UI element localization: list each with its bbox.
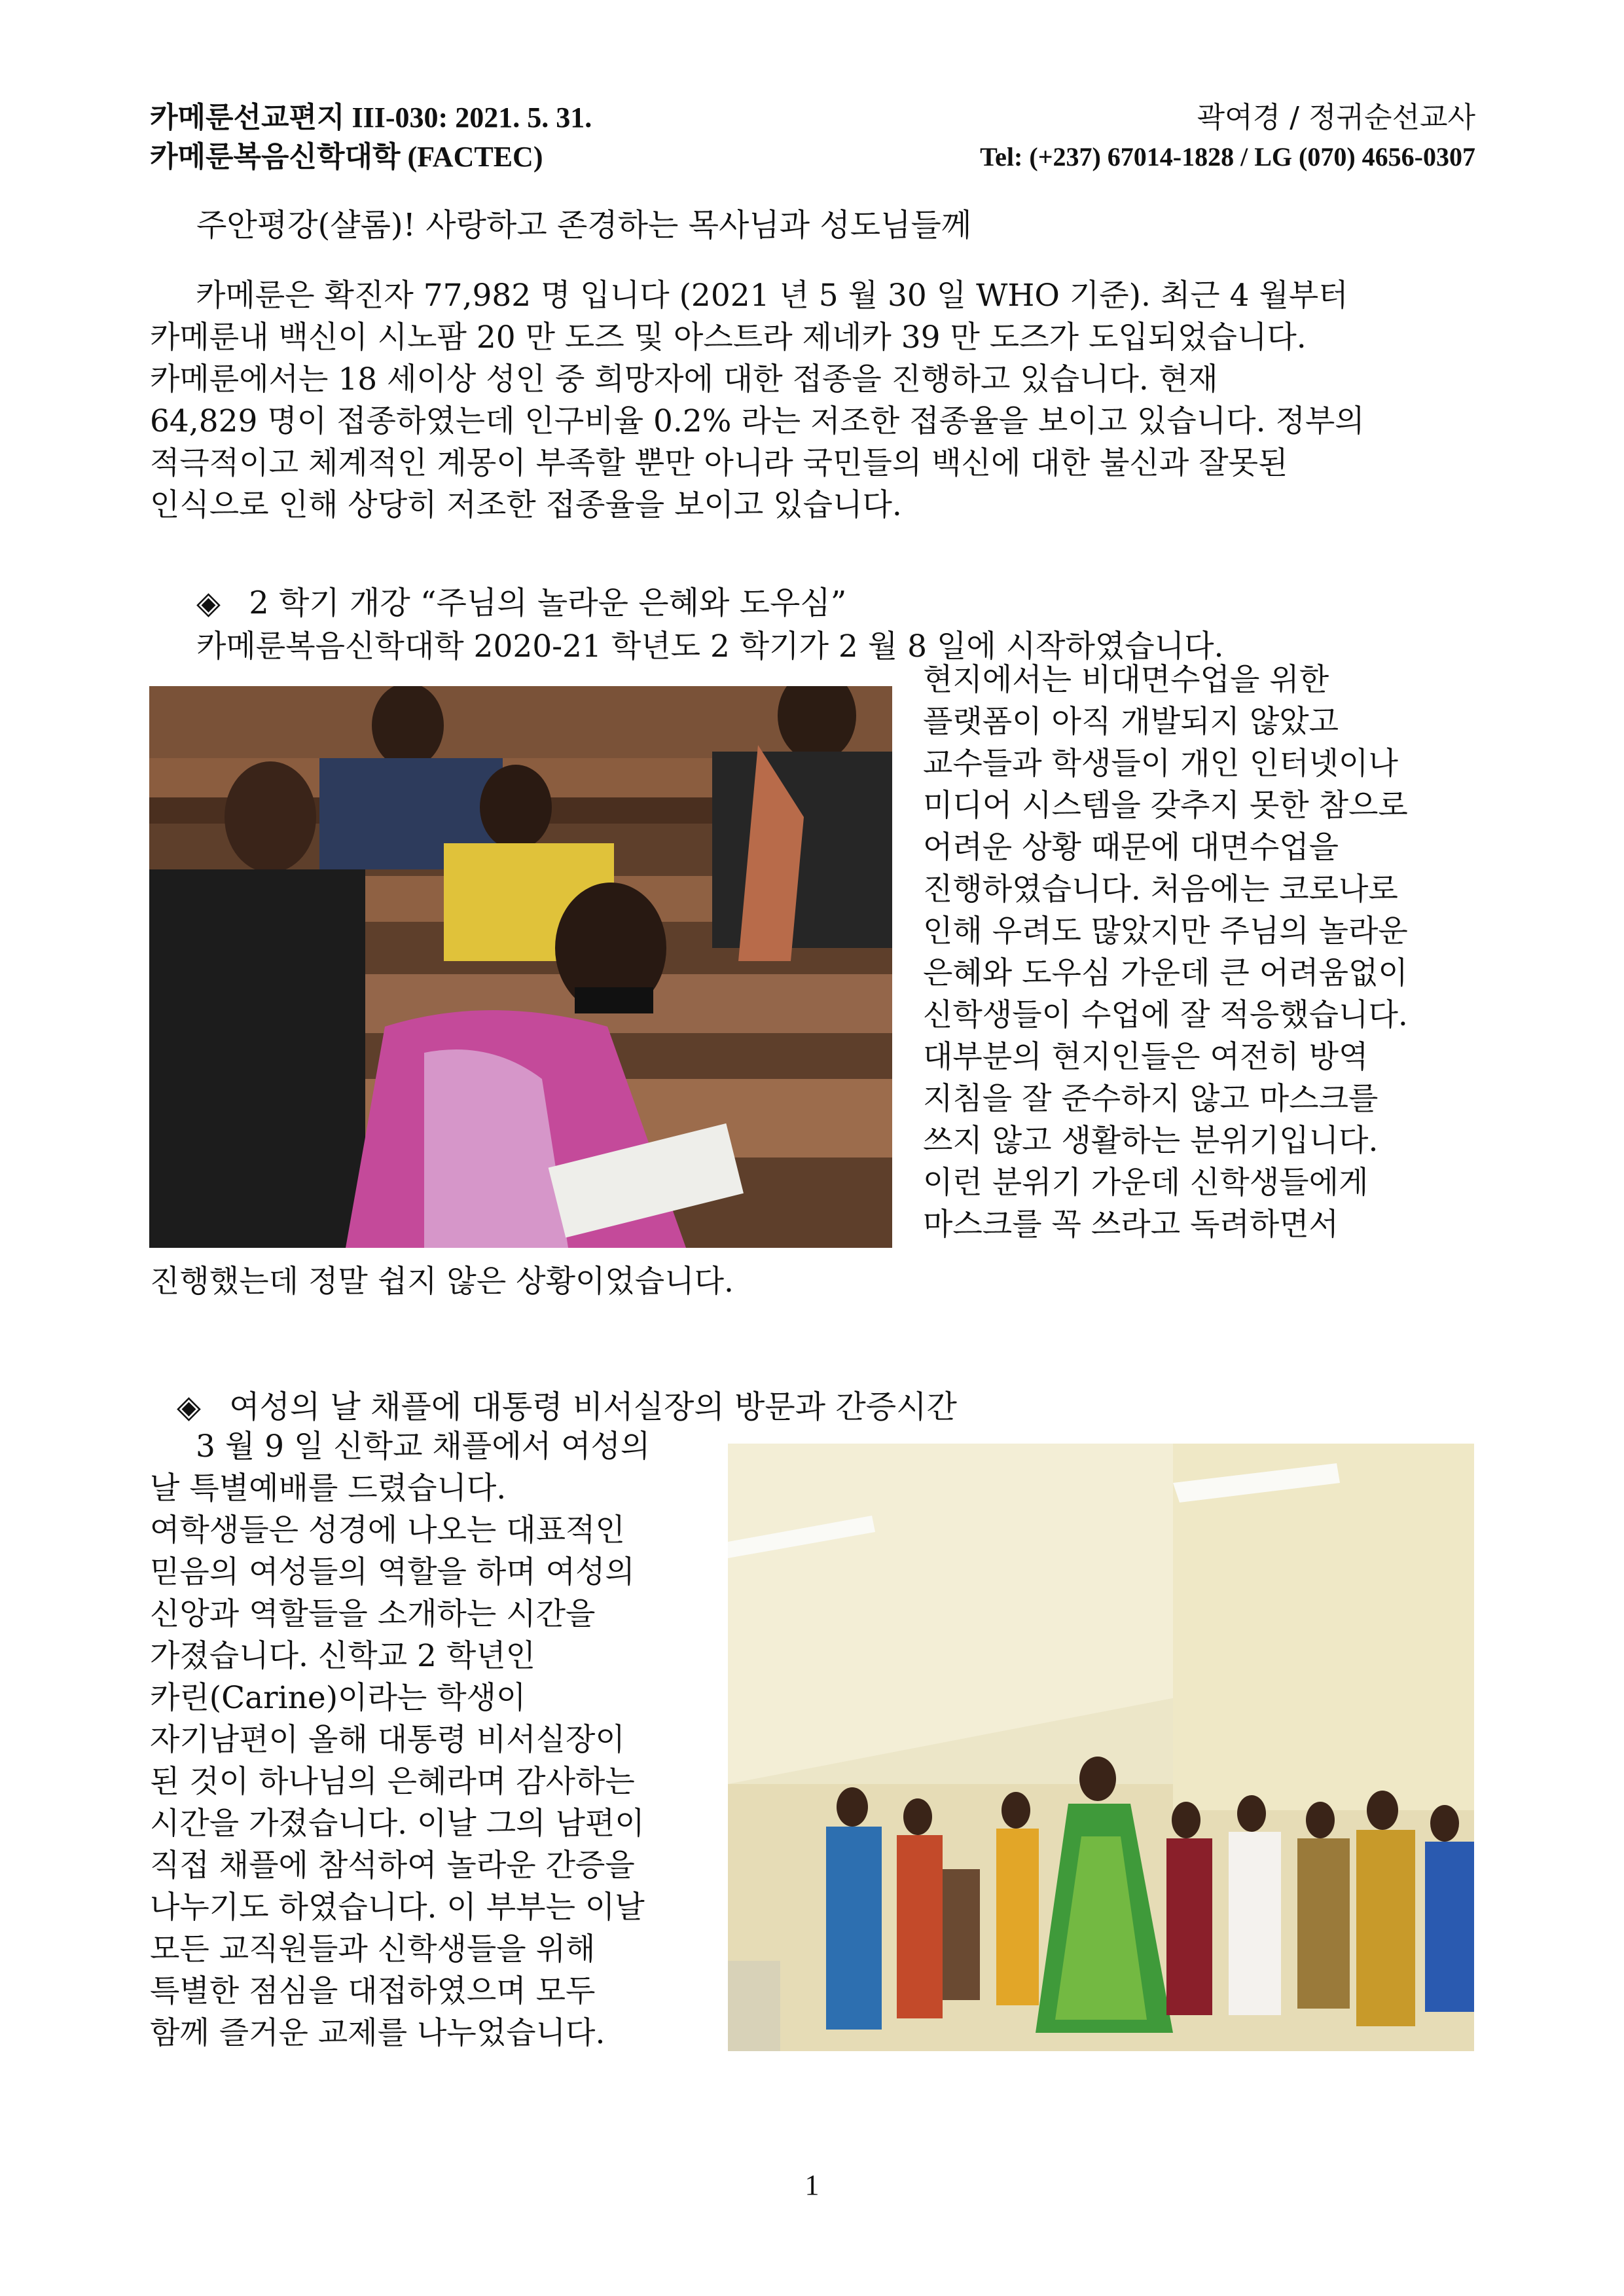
classroom-photo (149, 686, 892, 1248)
intro-line: 64,829 명이 접종하였는데 인구비율 0.2% 라는 저조한 접종율을 보이고 있습니다. 정부의 (150, 403, 1365, 439)
womens-day-line: 직접 채플에 참석하여 놀라운 간증을 (150, 1848, 635, 1884)
intro-line: 카메룬은 확진자 77,982 명 입니다 (2021 년 5 월 30 일 WHO 기준). 최근 4 월부터 (196, 278, 1348, 314)
side-line: 진행하였습니다. 처음에는 코로나로 (923, 871, 1398, 907)
section-title: 여성의 날 채플에 대통령 비서실장의 방문과 간증시간 (229, 1389, 957, 1425)
womens-day-line: 믿음의 여성들의 역할을 하며 여성의 (150, 1554, 635, 1590)
diamond-bullet-icon: ◈ (177, 1389, 201, 1425)
womens-day-line: 자기남편이 올해 대통령 비서실장이 (150, 1722, 625, 1758)
section-heading-womens-day (177, 1381, 957, 1427)
womens-day-line: 함께 즐거운 교제를 나누었습니다. (150, 2015, 605, 2051)
side-line: 신학생들이 수업에 잘 적응했습니다. (923, 997, 1408, 1033)
intro-line: 인식으로 인해 상당히 저조한 접종율을 보이고 있습니다. (150, 487, 902, 523)
side-line: 마스크를 꼭 쓰라고 독려하면서 (923, 1207, 1339, 1243)
side-line: 현지에서는 비대면수업을 위한 (923, 662, 1329, 698)
womens-day-line: 여학생들은 성경에 나오는 대표적인 (150, 1512, 625, 1548)
college-name-line: 카메룬복음신학대학 (FACTEC) (150, 141, 543, 173)
side-line: 대부분의 현지인들은 여전히 방역 (923, 1039, 1369, 1075)
side-line: 이런 분위기 가운데 신학생들에게 (923, 1165, 1369, 1201)
womens-day-line: 나누기도 하였습니다. 이 부부는 이날 (150, 1889, 645, 1925)
womens-day-line: 3 월 9 일 신학교 채플에서 여성의 (196, 1429, 651, 1465)
womens-day-paragraph (150, 1426, 713, 2054)
letter-issue-line: 카메룬선교편지 III-030: 2021. 5. 31. (150, 101, 592, 134)
side-line: 어려운 상황 때문에 대면수업을 (923, 829, 1339, 866)
greeting: 주안평강(샬롬)! 사랑하고 존경하는 목사님과 성도님들께 (196, 207, 972, 244)
contact-phone: Tel: (+237) 67014-1828 / LG (070) 4656-0307 (980, 142, 1475, 172)
intro-paragraph (150, 275, 1479, 537)
side-line: 미디어 시스템을 갖추지 못한 참으로 (923, 788, 1408, 824)
side-line: 은혜와 도우심 가운데 큰 어려움없이 (923, 955, 1408, 991)
womens-day-line: 날 특별예배를 드렸습니다. (150, 1470, 507, 1506)
chapel-photo-illustration (728, 1444, 1474, 2051)
womens-day-line: 가졌습니다. 신학교 2 학년인 (150, 1638, 536, 1674)
missionary-names: 곽여경 / 정귀순선교사 (1197, 101, 1475, 134)
diamond-bullet-icon: ◈ (196, 585, 221, 621)
intro-line: 카메룬내 백신이 시노팜 20 만 도즈 및 아스트라 제네카 39 만 도즈가 도입되었습니다. (150, 319, 1307, 355)
section-heading-semester (196, 577, 846, 623)
intro-line: 적극적이고 체계적인 계몽이 부족할 뿐만 아니라 국민들의 백신에 대한 불신과 잘못된 (150, 445, 1288, 481)
womens-day-line: 카린(Carine)이라는 학생이 (150, 1680, 526, 1716)
womens-day-line: 특별한 점심을 대접하였으며 모두 (150, 1973, 596, 2009)
side-line: 지침을 잘 준수하지 않고 마스크를 (923, 1081, 1379, 1117)
section-last-line: 진행했는데 정말 쉽지 않은 상황이었습니다. (150, 1264, 734, 1300)
womens-day-line: 시간을 가졌습니다. 이날 그의 남편이 (150, 1806, 645, 1842)
side-line: 교수들과 학생들이 개인 인터넷이나 (923, 746, 1398, 782)
side-line: 쓰지 않고 생활하는 분위기입니다. (923, 1123, 1379, 1159)
section-title: 2 학기 개강 “주님의 놀라운 은혜와 도우심” (249, 585, 847, 621)
semester-side-paragraph (923, 659, 1486, 1248)
classroom-photo-illustration (149, 686, 892, 1248)
side-line: 플랫폼이 아직 개발되지 않았고 (923, 704, 1339, 740)
intro-line: 카메룬에서는 18 세이상 성인 중 희망자에 대한 접종을 진행하고 있습니다. 현재 (150, 361, 1218, 397)
page-number: 1 (804, 2169, 820, 2201)
womens-day-line: 된 것이 하나님의 은혜라며 감사하는 (150, 1764, 635, 1800)
womens-day-line: 신앙과 역할들을 소개하는 시간을 (150, 1596, 596, 1632)
side-line: 인해 우려도 많았지만 주님의 놀라운 (923, 913, 1408, 949)
womens-day-line: 모든 교직원들과 신학생들을 위해 (150, 1931, 596, 1967)
section-first-line: 카메룬복음신학대학 2020-21 학년도 2 학기가 2 월 8 일에 시작하였습니다. (196, 629, 1224, 665)
chapel-photo (728, 1444, 1474, 2051)
